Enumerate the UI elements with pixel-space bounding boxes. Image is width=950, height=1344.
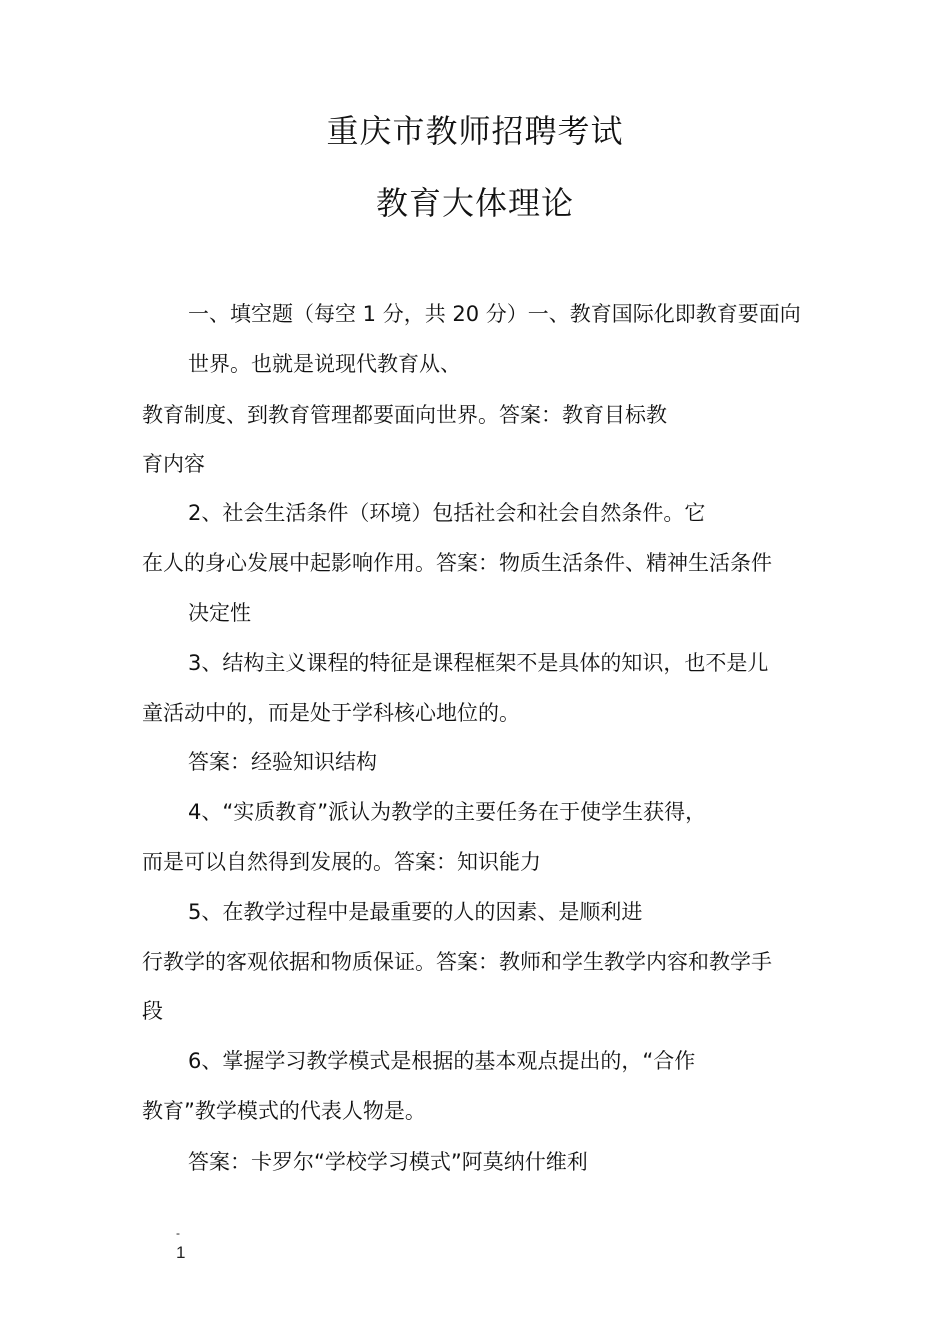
text-line: 世界。也就是说现代教育从、 <box>188 352 461 376</box>
text-line: 一、填空题（每空 1 分，共 20 分）一、教育国际化即教育要面向 <box>188 302 801 326</box>
text-line: 决定性 <box>188 601 251 625</box>
text-line: 而是可以自然得到发展的。答案：知识能力 <box>142 850 541 874</box>
text-line: 教育制度、到教育管理都要面向世界。答案：教育目标教 <box>142 403 667 427</box>
document-subtitle: 教育大体理论 <box>375 184 574 222</box>
text-line: 4、“实质教育”派认为教学的主要任务在于使学生获得， <box>188 800 707 824</box>
text-line: 童活动中的，而是处于学科核心地位的。 <box>142 701 520 725</box>
text-line: 3、结构主义课程的特征是课程框架不是具体的知识，也不是儿 <box>188 651 769 675</box>
text-line: 答案：经验知识结构 <box>188 750 377 774</box>
text-line: 答案：卡罗尔“学校学习模式”阿莫纳什维利 <box>188 1150 588 1174</box>
page-footer-dash: - <box>176 1226 180 1240</box>
text-line: 行教学的客观依据和物质保证。答案：教师和学生教学内容和教学手 <box>142 950 772 974</box>
text-line: 段 <box>142 999 163 1023</box>
text-line: 2、社会生活条件（环境）包括社会和社会自然条件。它 <box>188 501 706 525</box>
page-number: 1 <box>176 1243 186 1262</box>
document-title: 重庆市教师招聘考试 <box>326 112 624 150</box>
text-line: 在人的身心发展中起影响作用。答案：物质生活条件、精神生活条件 <box>142 551 772 575</box>
text-line: 育内容 <box>142 452 205 476</box>
text-line: 5、在教学过程中是最重要的人的因素、是顺利进 <box>188 900 643 924</box>
text-line: 教育”教学模式的代表人物是。 <box>142 1099 426 1123</box>
text-line: 6、掌握学习教学模式是根据的基本观点提出的，“合作 <box>188 1049 696 1073</box>
